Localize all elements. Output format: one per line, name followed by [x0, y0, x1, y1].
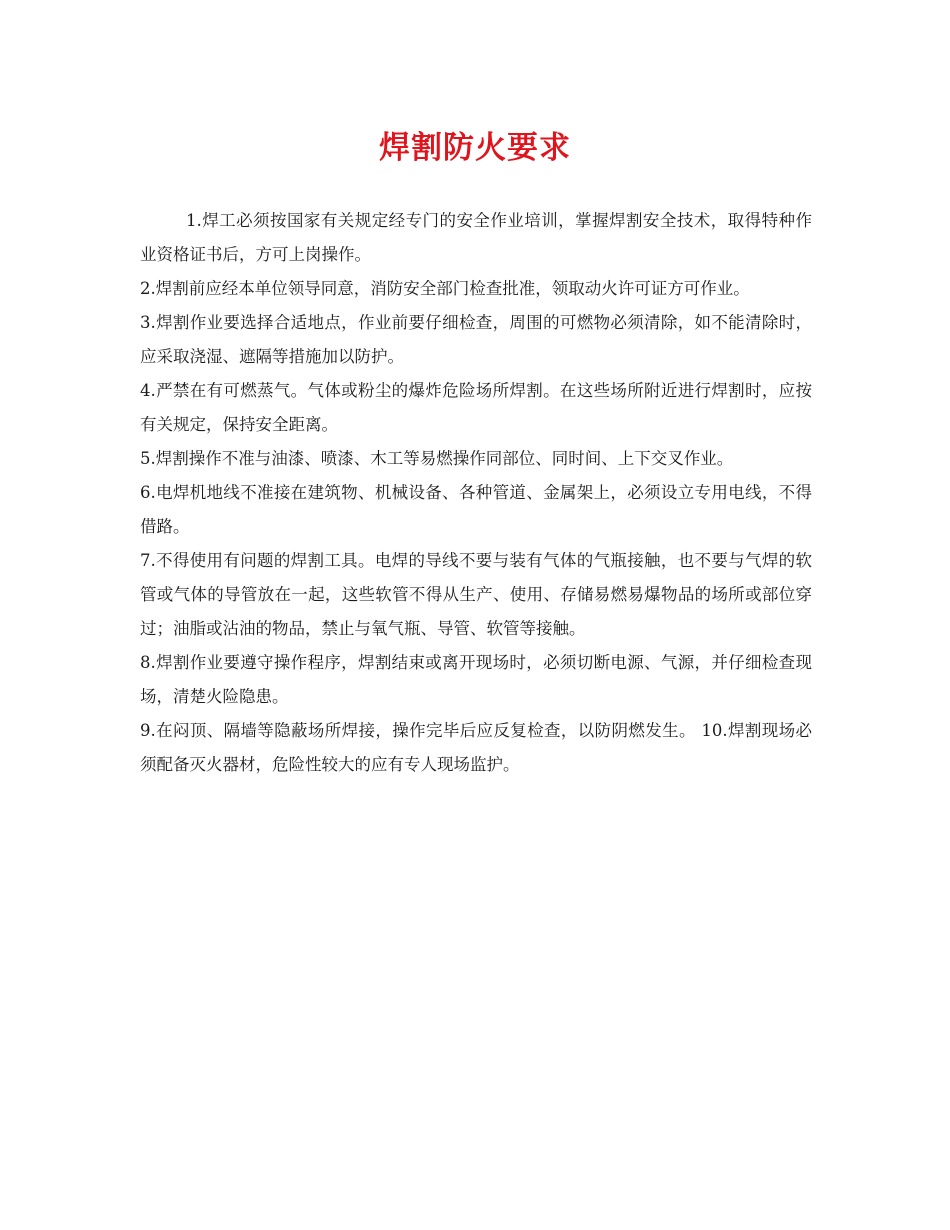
- paragraph-8: 8.焊割作业要遵守操作程序，焊割结束或离开现场时，必须切断电源、气源，并仔细检查现场，清楚火险隐患。: [140, 653, 812, 706]
- paragraph-1: 1.焊工必须按国家有关规定经专门的安全作业培训，掌握焊割安全技术，取得特种作业资格证书后，方可上岗操作。: [140, 211, 812, 264]
- paragraph-5: 5.焊割操作不准与油漆、喷漆、木工等易燃操作同部位、同时间、上下交叉作业。: [140, 449, 734, 468]
- paragraph-4: 4.严禁在有可燃蒸气。气体或粉尘的爆炸危险场所焊割。在这些场所附近进行焊割时，应按有关规定，保持安全距离。: [140, 381, 812, 434]
- paragraph-2: 2.焊割前应经本单位领导同意，消防安全部门检查批准，领取动火许可证方可作业。: [140, 279, 750, 298]
- paragraph-7: 7.不得使用有问题的焊割工具。电焊的导线不要与装有气体的气瓶接触，也不要与气焊的软管或气体的导管放在一起，这些软管不得从生产、使用、存储易燃易爆物品的场所或部位穿过；油脂或沾油的物品，禁止与氧气瓶、导管、软管等接触。: [140, 551, 812, 638]
- paragraph-3: 3.焊割作业要选择合适地点，作业前要仔细检查，周围的可燃物必须清除，如不能清除时，应采取浇湿、遮隔等措施加以防护。: [140, 313, 812, 366]
- document-title: 焊割防火要求: [379, 130, 571, 166]
- document-body: [140, 204, 812, 782]
- paragraph-9: 9.在闷顶、隔墙等隐蔽场所焊接，操作完毕后应反复检查，以防阴燃发生。 10.焊割现场必须配备灭火器材，危险性较大的应有专人现场监护。: [140, 721, 812, 774]
- paragraph-6: 6.电焊机地线不准接在建筑物、机械设备、各种管道、金属架上，必须设立专用电线，不得借路。: [140, 483, 812, 536]
